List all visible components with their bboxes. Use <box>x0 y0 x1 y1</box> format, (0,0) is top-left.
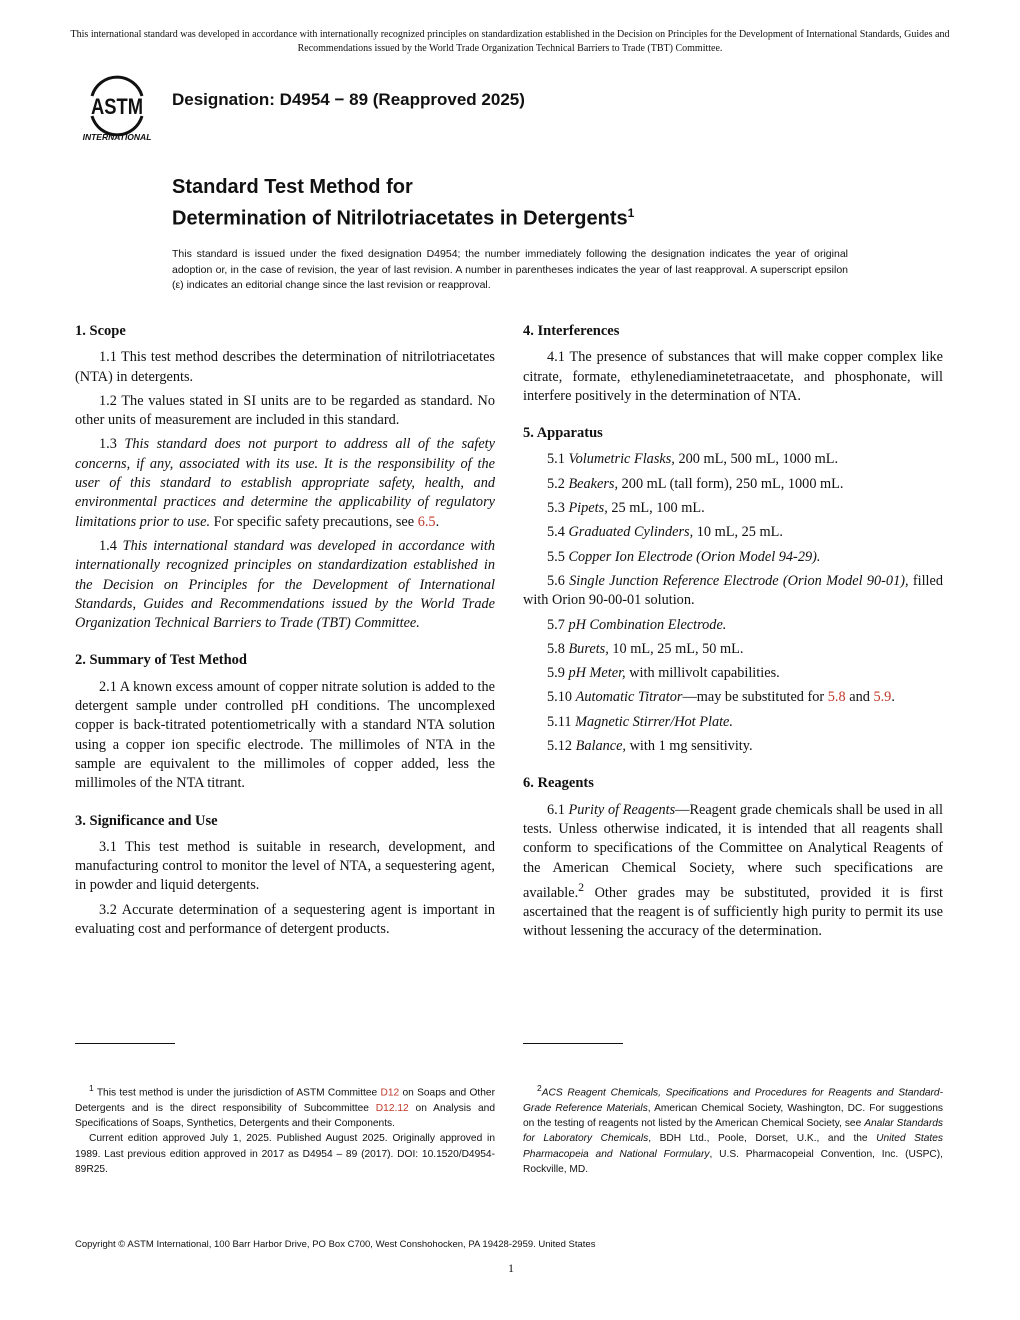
section-heading: 5. Apparatus <box>523 425 603 442</box>
title-line-2 <box>172 200 634 232</box>
footnote-number: 2 <box>537 1083 542 1093</box>
wto-text: This international standard was developed in accordance with internationally recognized principles on standardization established in the Decision on Principles for the Development of International Standards, Guides and Recommendations issued by the World Trade Organization Technical Barriers to Trade (TBT) Committee. <box>75 537 495 632</box>
logo-text: ASTM <box>91 94 143 119</box>
section-heading: 6. Reagents <box>523 775 594 792</box>
apparatus-item: 5.6 Single Junction Reference Electrode (Orion Model 90-01), filled with Orion 90-00-01 solution. <box>523 572 944 609</box>
committee-link[interactable]: D12 <box>380 1087 400 1099</box>
subcommittee-link[interactable]: D12.12 <box>375 1102 409 1114</box>
issuance-note: This standard is issued under the fixed designation D4954; the number immediately following the designation indicates the year of original adoption or, in the case of revision, the year of last revision. A number in parentheses indicates the year of last reapproval. A superscript epsilon (ε) indicates an editorial change since the last revision or reapproval. <box>172 248 848 291</box>
apparatus-item: 5.2 Beakers, 200 mL (tall form), 250 mL, 1000 mL. <box>547 475 844 492</box>
footnote-number: 1 <box>89 1083 94 1093</box>
apparatus-item: 5.3 Pipets, 25 mL, 100 mL. <box>547 500 705 517</box>
astm-logo-mark <box>74 74 160 144</box>
paragraph: 2.1 A known excess amount of copper nitrate solution is added to the detergent sample under controlled pH conditions. The uncomplexed copper is back-titrated potentiometrically with a standard NTA solution using a copper ion specific electrode. The millimoles of NTA in the sample are equivalent to the millimoles of copper added, less the millimoles of the NTA titrant. <box>75 678 495 792</box>
para-text: For specific safety precautions, see <box>210 513 418 530</box>
right-column <box>523 322 943 946</box>
apparatus-item: 5.4 Graduated Cylinders, 10 mL, 25 mL. <box>547 524 783 541</box>
paragraph: 1.2 The values stated in SI units are to be regarded as standard. No other units of measurement are included in this standard. <box>75 392 495 429</box>
section-link[interactable]: 5.9 <box>873 689 892 706</box>
left-column <box>75 322 495 944</box>
paragraph: 3.1 This test method is suitable in research, development, and manufacturing control to monitor the level of NTA, a sequestering agent, in powder and liquid detergents. <box>75 838 495 894</box>
footnote-mark: 2 <box>578 879 585 894</box>
section-link[interactable]: 6.5 <box>417 513 436 530</box>
paragraph: 4.1 The presence of substances that will make copper complex like citrate, formate, ethylenediaminetetraacetate, and phosphonate, will interfere positively in the determination of NTA. <box>523 349 943 404</box>
copyright-line: Copyright © ASTM International, 100 Barr Harbor Drive, PO Box C700, West Conshohocken, PA 19428-2959. United States <box>75 1239 596 1250</box>
footnote-1: $^1$ This test method is under the jurisdiction of ASTM Committee D12 on Soaps and Other Detergents and is the direct responsibility of Subcommittee D12.12 on Analysis and Specifications of Soaps, Synthetics, Detergents and their Components. Current edition approved July 1, 2025. Published August 2025. Originally approved in 1989. Last previous edition approved in 2017 as D4954 – 89 (2017). DOI: 10.1520/D4954-89R25. <box>75 1081 495 1177</box>
title-main: Determination of Nitrilotriacetates in Detergents <box>172 207 628 230</box>
title-line-1: Standard Test Method for <box>172 176 413 198</box>
paragraph: 1.1 This test method describes the determination of nitrilotriacetates (NTA) in detergents. <box>75 349 495 385</box>
title-footnote-mark: 1 <box>627 206 635 220</box>
apparatus-item: 5.10 Automatic Titrator—may be substituted for 5.8 and 5.9. <box>547 689 895 706</box>
apparatus-item: 5.11 Magnetic Stirrer/Hot Plate. <box>547 713 733 730</box>
section-heading: 3. Significance and Use <box>75 812 218 829</box>
designation: Designation: D4954 − 89 (Reapproved 2025) <box>172 90 525 109</box>
section-link[interactable]: 5.8 <box>827 689 846 706</box>
apparatus-item: 5.8 Burets, 10 mL, 25 mL, 50 mL. <box>547 640 744 657</box>
apparatus-item: 5.5 Copper Ion Electrode (Orion Model 94-29). <box>547 548 821 565</box>
paragraph-safety <box>75 435 495 531</box>
para-num: 1.3 <box>99 436 125 453</box>
section-heading: 2. Summary of Test Method <box>75 652 247 669</box>
apparatus-item: 5.9 pH Meter, with millivolt capabilities. <box>547 665 780 682</box>
footnote-rule <box>523 1043 623 1044</box>
document-title <box>172 174 634 232</box>
astm-logo <box>74 74 160 144</box>
standard-notice: This international standard was developed in accordance with internationally recognized principles on standardization established in the Decision on Principles for the Development of International Standards, Guides and Recommendations issued by the World Trade Organization Technical Barriers to Trade (TBT) Committee. <box>70 29 950 54</box>
para-num: 1.4 <box>99 537 123 554</box>
section-heading: 4. Interferences <box>523 323 620 339</box>
page-number: 1 <box>508 1261 514 1275</box>
para-text: . <box>435 513 440 530</box>
paragraph: 3.2 Accurate determination of a sequestering agent is important in evaluating cost and performance of detergent products. <box>75 901 495 938</box>
apparatus-item: 5.7 pH Combination Electrode. <box>547 616 727 633</box>
apparatus-item: 5.12 Balance, with 1 mg sensitivity. <box>547 738 753 755</box>
section-heading: 1. Scope <box>75 323 126 339</box>
logo-subtext: INTERNATIONAL <box>82 132 152 142</box>
footnote-2: $^2$ACS Reagent Chemicals, Specifications and Procedures for Reagents and Standard-Grade Reference Materials, American Chemical Society, Washington, DC. For suggestions on the testing of reagents not listed by the American Chemical Society, see Analar Standards for Laboratory Chemicals, BDH Ltd., Poole, Dorset, U.K., and the United States Pharmacopeia and National Formulary, U.S. Pharmacopeial Convention, Inc. (USPC), Rockville, MD. <box>523 1083 943 1175</box>
paragraph-wto <box>75 537 495 633</box>
footnote-rule <box>75 1043 175 1044</box>
edition-note: Current edition approved July 1, 2025. Published August 2025. Originally approved in 1989. Last previous edition approved in 2017 as D4954 – 89 (2017). DOI: 10.1520/D4954-89R25. <box>75 1133 495 1175</box>
apparatus-item: 5.1 Volumetric Flasks, 200 mL, 500 mL, 1000 mL. <box>547 451 839 468</box>
paragraph: 6.1 Purity of Reagents—Reagent grade chemicals shall be used in all tests. Unless otherwise indicated, it is intended that all reagents shall conform to specifications of the Committee on Analytical Reagents of the American Chemical Society, where such specifications are available.$^2$ Other grades may be substituted, provided it is first ascertained that the reagent is of sufficiently high purity to permit its use without lessening the accuracy of the determination. <box>523 801 943 940</box>
safety-text: This standard does not purport to address all of the safety concerns, if any, associated with its use. It is the responsibility of the user of this standard to establish appropriate safety, health, and environmental practices and determine the applicability of regulatory limitations prior to use. <box>75 436 495 530</box>
